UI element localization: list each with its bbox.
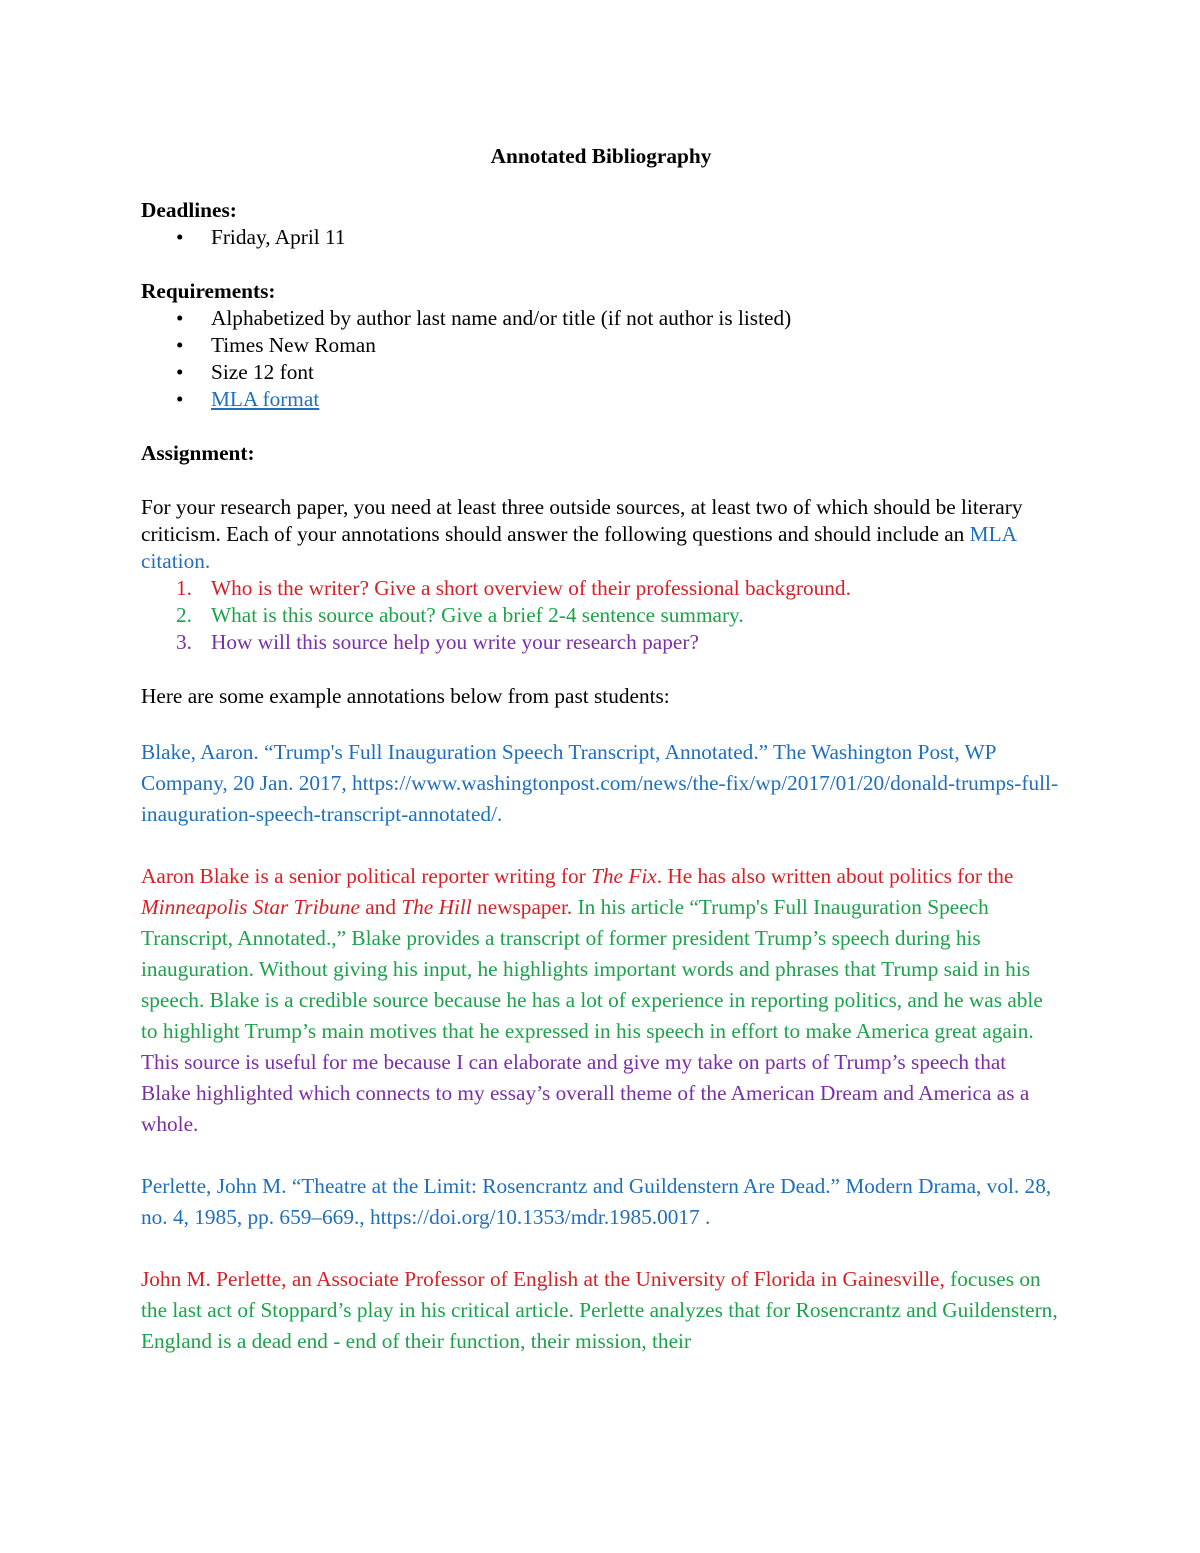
bullet-icon: •	[176, 306, 184, 330]
example1-publication: Minneapolis Star Tribune	[141, 895, 360, 919]
requirement-text: Alphabetized by author last name and/or title (if not author is listed)	[211, 306, 792, 330]
question-text: How will this source help you write your research paper?	[211, 630, 699, 654]
example2-writer-text: John M. Perlette, an Associate Professor of English at the University of Florida in Gainesville,	[141, 1267, 945, 1291]
example1-annotation	[141, 861, 1061, 1140]
example2-summary-text: focuses on the last act of Stoppard’s play in his critical article. Perlette analyzes that for Rosencrantz and Guildenstern, England is a dead end - end of their function, their mission, their	[141, 1267, 1058, 1353]
example1-writer-text: Aaron Blake is a senior political reporter writing for	[141, 864, 592, 888]
example1-writer-text: newspaper.	[471, 895, 573, 919]
example1-writer-text: . He has also written about politics for the	[656, 864, 1014, 888]
example1-citation: Blake, Aaron. “Trump's Full Inauguration Speech Transcript, Annotated.” The Washington Post, WP Company, 20 Jan. 2017, https://www.washingtonpost.com/news/the-fix/wp/2017/01/20/donald-trumps-full-inauguration-speech-transcript-annotated/.	[141, 740, 1059, 826]
requirements-list	[141, 305, 1061, 413]
question-text: What is this source about? Give a brief 2-4 sentence summary.	[211, 603, 744, 627]
requirement-text: Size 12 font	[211, 360, 314, 384]
deadlines-list	[141, 224, 1061, 251]
list-item	[176, 332, 1061, 359]
example1-summary-text: In his article “Trump's Full Inauguration Speech Transcript, Annotated.,” Blake provides a transcript of former president Trump’s speech during his inauguration. Without giving his input, he highlights important words and phrases that Trump said in his speech. Blake is a credible source because he has a lot of experience in reporting politics, and he was able to highlight Trump’s main motives that he expressed in his speech in effort to make America great again.	[141, 895, 1043, 1043]
list-item	[176, 359, 1061, 386]
example1-usefulness-text: This source is useful for me because I can elaborate and give my take on parts of Trump’s speech that Blake highlighted which connects to my essay’s overall theme of the American Dream and America as a whole.	[141, 1050, 1030, 1136]
bullet-icon: •	[176, 225, 184, 249]
example2-annotation	[141, 1264, 1061, 1357]
question-number: 3.	[176, 630, 192, 654]
bullet-icon: •	[176, 360, 184, 384]
assignment-intro	[141, 494, 1061, 575]
bullet-icon: •	[176, 387, 184, 411]
list-item	[176, 224, 1061, 251]
requirements-heading: Requirements:	[141, 279, 276, 303]
document-content	[141, 143, 1061, 1388]
question-number: 2.	[176, 603, 192, 627]
example1-writer-text: and	[359, 895, 402, 919]
list-item	[176, 575, 1061, 602]
example1-publication: The Fix	[591, 864, 657, 888]
question-number: 1.	[176, 576, 192, 600]
bullet-icon: •	[176, 333, 184, 357]
example1-publication: The Hill	[401, 895, 472, 919]
page-title: Annotated Bibliography	[490, 144, 712, 168]
example2-citation: Perlette, John M. “Theatre at the Limit: Rosencrantz and Guildenstern Are Dead.” Modern Drama, vol. 28, no. 4, 1985, pp. 659–669., https://doi.org/10.1353/mdr.1985.0017 .	[141, 1174, 1052, 1229]
question-text: Who is the writer? Give a short overview of their professional background.	[211, 576, 851, 600]
deadlines-heading: Deadlines:	[141, 198, 237, 222]
list-item	[176, 602, 1061, 629]
list-item	[176, 386, 1061, 413]
questions-list	[141, 575, 1061, 656]
deadline-text: Friday, April 11	[211, 225, 346, 249]
mla-format-link[interactable]: MLA format	[211, 387, 320, 411]
list-item	[176, 305, 1061, 332]
list-item	[176, 629, 1061, 656]
spacer	[141, 467, 1061, 494]
mla-citation-text: MLA citation.	[141, 522, 1016, 573]
assignment-heading: Assignment:	[141, 441, 255, 465]
example-annotations	[141, 737, 1061, 1357]
requirement-text: Times New Roman	[211, 333, 376, 357]
assignment-intro-text: For your research paper, you need at least three outside sources, at least two of which should be literary criticism. Each of your annotations should answer the following questions and should include an	[141, 495, 1023, 546]
examples-intro: Here are some example annotations below from past students:	[141, 684, 670, 708]
